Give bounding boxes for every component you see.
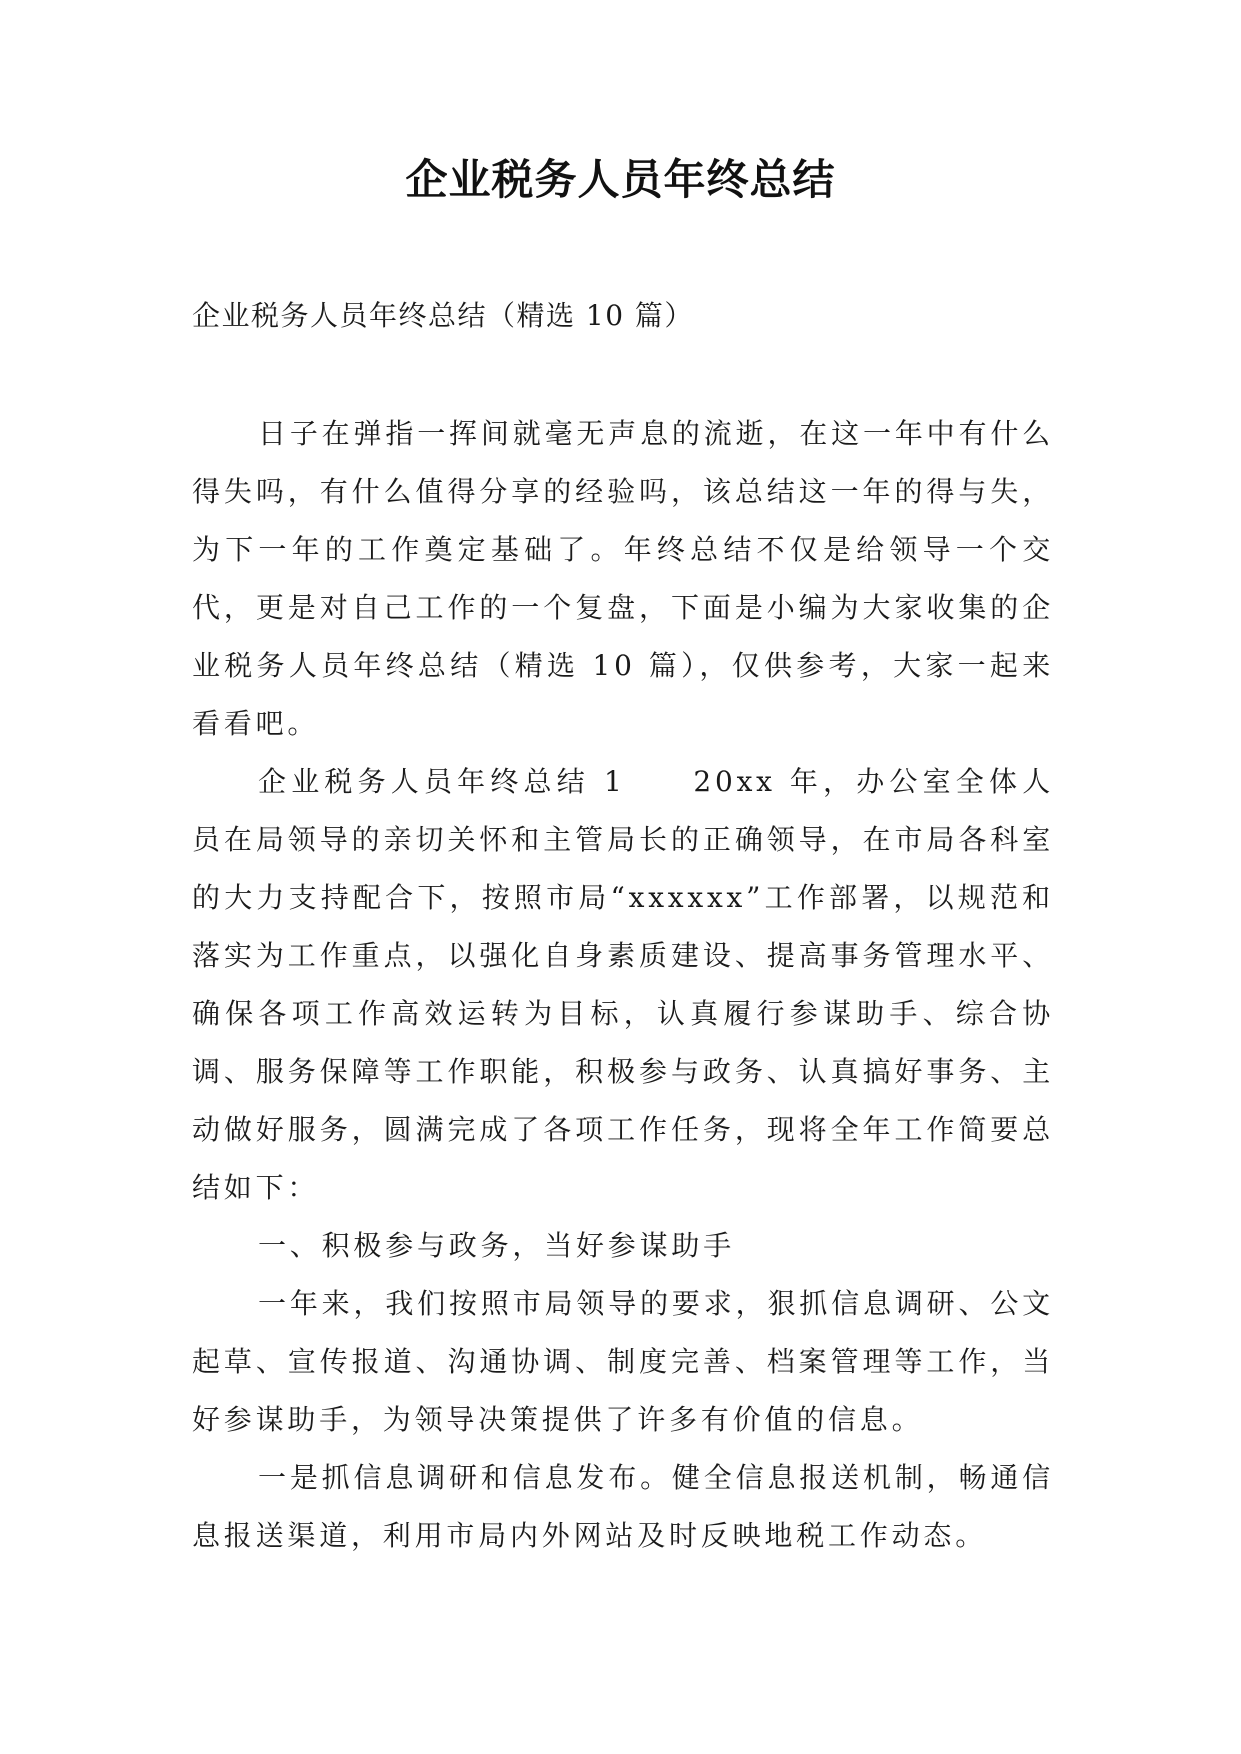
body-paragraph: 一是抓信息调研和信息发布。健全信息报送机制，畅通信息报送渠道，利用市局内外网站及时反映地税工作动态。 — [192, 1461, 1054, 1552]
section-heading: 一、积极参与政务，当好参谋助手 — [258, 1229, 736, 1262]
document-body — [192, 405, 1054, 1565]
summary-1-paragraph: 企业税务人员年终总结 1 20xx 年，办公室全体人员在局领导的亲切关怀和主管局长的正确领导，在市局各科室的大力支持配合下，按照市局“xxxxxx”工作部署，以规范和落实为工作重点，以强化自身素质建设、提高事务管理水平、确保各项工作高效运转为目标，认真履行参谋助手、综合协调、服务保障等工作职能，积极参与政务、认真搞好事务、主动做好服务，圆满完成了各项工作任务，现将全年工作简要总结如下： — [192, 765, 1054, 1204]
document-subtitle: 企业税务人员年终总结（精选 10 篇） — [192, 299, 694, 332]
body-paragraph: 一年来，我们按照市局领导的要求，狠抓信息调研、公文起草、宣传报道、沟通协调、制度完善、档案管理等工作，当好参谋助手，为领导决策提供了许多有价值的信息。 — [192, 1287, 1054, 1436]
intro-paragraph: 日子在弹指一挥间就毫无声息的流逝，在这一年中有什么得失吗，有什么值得分享的经验吗，该总结这一年的得与失，为下一年的工作奠定基础了。年终总结不仅是给领导一个交代，更是对自己工作的一个复盘，下面是小编为大家收集的企业税务人员年终总结（精选 10 篇），仅供参考，大家一起来看看吧。 — [192, 417, 1054, 740]
document-title: 企业税务人员年终总结 — [405, 155, 836, 204]
